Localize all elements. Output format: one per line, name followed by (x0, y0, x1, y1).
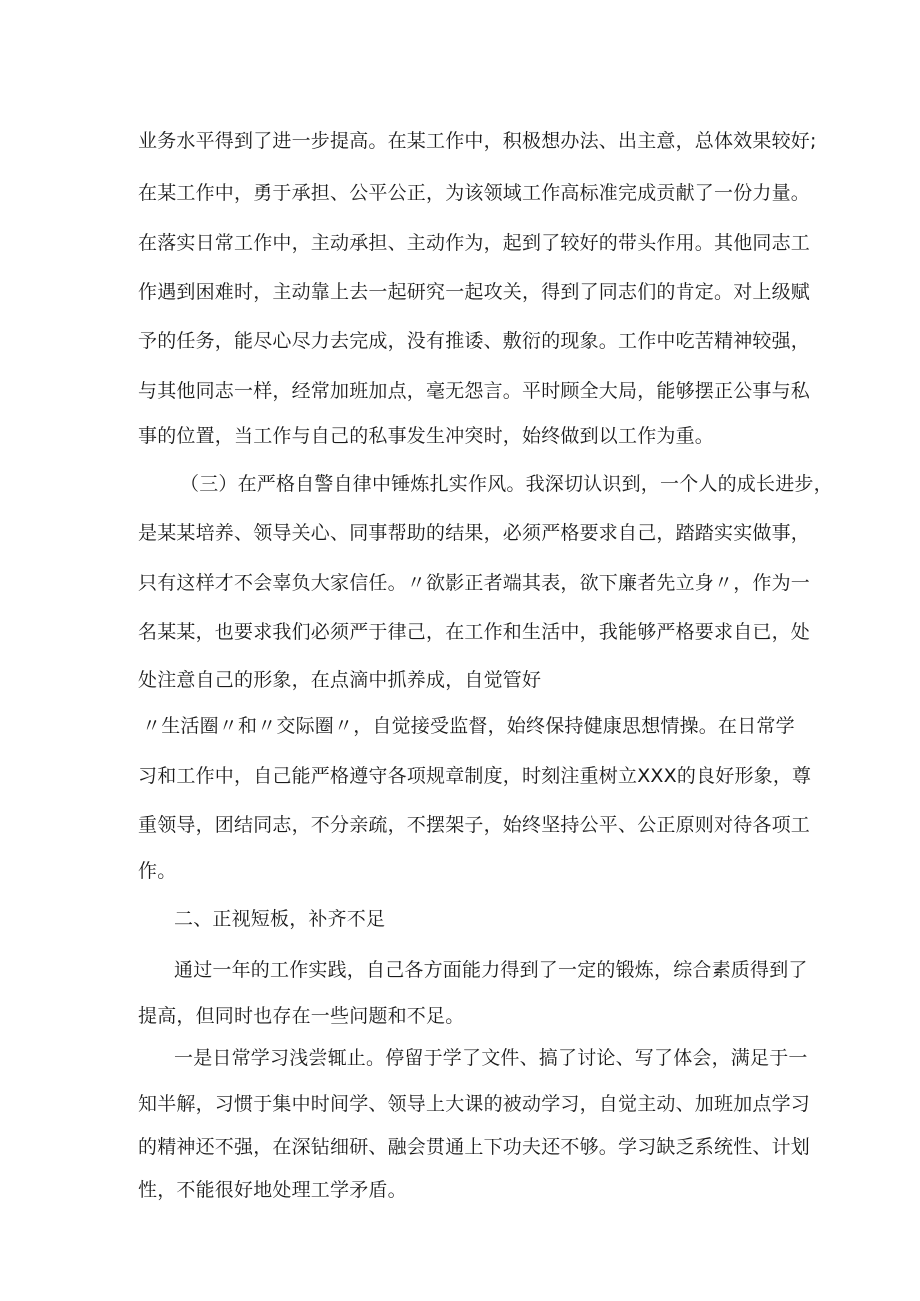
text-line: 处注意自己的形象，在点滴中抓养成，自觉管好 (138, 669, 542, 691)
text-line: 知半解，习惯于集中时间学、领导上大课的被动学习，自觉主动、加班加点学习 (138, 1093, 811, 1115)
text-line: 与其他同志一样，经常加班加点，毫无怨言。平时顾全大局，能够摆正公事与私 (138, 380, 811, 402)
text-line: 予的任务，能尽心尽力去完成，没有推诿、敷衍的现象。工作中吃苦精神较强， (138, 330, 811, 352)
text-line: 重领导，团结同志，不分亲疏，不摆架子，始终坚持公平、公正原则对待各项工 (138, 814, 811, 836)
text-line: 〃生活圈〃和〃交际圈〃，自觉接受监督，始终保持健康思想情操。在日常学 (142, 715, 795, 737)
section-heading-2: 二、正视短板，补齐不足 (174, 908, 386, 930)
text-line: 只有这样才不会辜负大家信任。〃欲影正者端其表，欲下廉者先立身〃，作为一 (138, 572, 811, 594)
text-line: 提高，但同时也存在一些问题和不足。 (138, 1005, 465, 1027)
text-line: 在落实日常工作中，主动承担、主动作为，起到了较好的带头作用。其他同志工 (138, 232, 811, 254)
text-line: 一是日常学习浅尝辄止。停留于学了文件、搞了讨论、写了体会，满足于一 (174, 1047, 808, 1069)
text-line: 事的位置，当工作与自己的私事发生冲突时，始终做到以工作为重。 (138, 425, 715, 447)
text-line: 名某某，也要求我们必须严于律己，在工作和生活中，我能够严格要求自已，处 (138, 621, 811, 643)
text-line: 通过一年的工作实践，自己各方面能力得到了一定的锻炼，综合素质得到了 (174, 959, 808, 981)
text-line: 的精神还不强，在深钻细研、融会贯通上下功夫还不够。学习缺乏系统性、计划 (138, 1136, 811, 1158)
text-line: 习和工作中，自己能严格遵守各项规章制度，时刻注重树立XXX的良好形象，尊 (138, 765, 812, 787)
text-line: 作。 (138, 860, 177, 882)
section-heading-3: （三）在严格自警自律中锤炼扎实作风。我深切认识到，一个人的成长进步， (180, 473, 833, 495)
text-line: 作遇到困难时，主动靠上去一起研究一起攻关，得到了同志们的肯定。对上级赋 (138, 281, 811, 303)
text-line: 在某工作中，勇于承担、公平公正，为该领域工作高标准完成贡献了一份力量。 (138, 182, 811, 204)
text-line: 是某某培养、领导关心、同事帮助的结果，必须严格要求自己，踏踏实实做事， (138, 522, 811, 544)
text-line: 性，不能很好地处理工学矛盾。 (138, 1179, 407, 1201)
text-line: 业务水平得到了进一步提高。在某工作中，积极想办法、出主意，总体效果较好; (138, 130, 817, 152)
